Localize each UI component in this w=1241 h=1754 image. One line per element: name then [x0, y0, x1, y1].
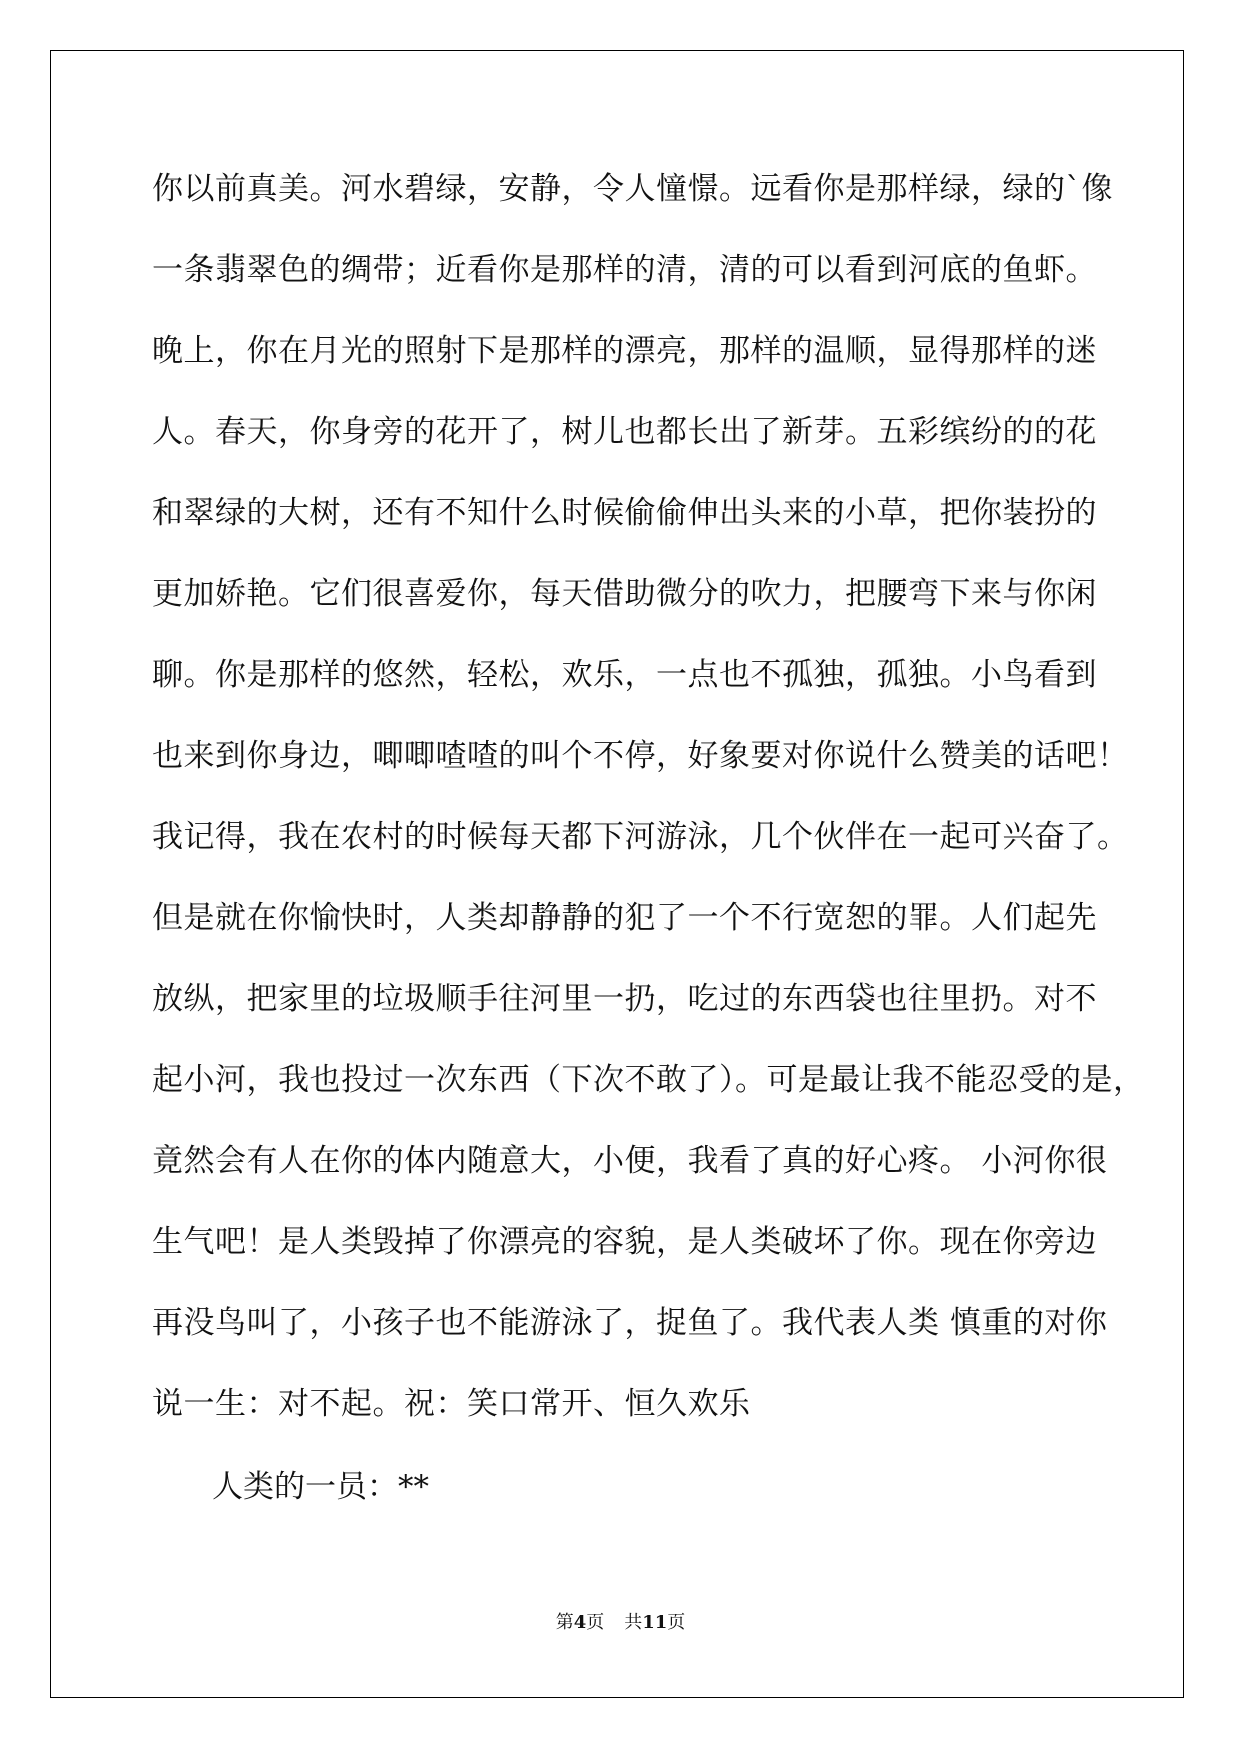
text-line-7: 聊。你是那样的悠然，轻松，欢乐，一点也不孤独，孤独。小鸟看到: [152, 657, 1097, 693]
footer-page-number: 4: [573, 1612, 587, 1633]
text-line-2: 一条翡翠色的绸带；近看你是那样的清，清的可以看到河底的鱼虾。: [152, 252, 1097, 288]
text-line-10: 但是就在你愉快时，人类却静静的犯了一个不行宽恕的罪。人们起先: [152, 900, 1097, 936]
signature-line: 人类的一员：**: [212, 1469, 429, 1505]
text-line-11: 放纵，把家里的垃圾顺手往河里一扔，吃过的东西袋也往里扔。对不: [152, 981, 1097, 1017]
footer-total-suffix: 页: [667, 1612, 686, 1633]
text-line-9: 我记得，我在农村的时候每天都下河游泳，几个伙伴在一起可兴奋了。: [152, 819, 1129, 855]
text-line-4: 人。春天，你身旁的花开了，树儿也都长出了新芽。五彩缤纷的的花: [152, 414, 1097, 450]
footer-total-prefix: 共: [624, 1612, 643, 1633]
footer-page-suffix: 页: [586, 1612, 605, 1633]
footer-page-prefix: 第: [555, 1612, 574, 1633]
text-line-1: 你以前真美。河水碧绿，安静，令人憧憬。远看你是那样绿，绿的`像: [152, 171, 1113, 207]
text-line-16: 说一生：对不起。祝：笑口常开、恒久欢乐: [152, 1386, 751, 1422]
text-line-13: 竟然会有人在你的体内随意大，小便，我看了真的好心疼。 小河你很: [152, 1143, 1108, 1179]
text-line-6: 更加娇艳。它们很喜爱你，每天借助微分的吹力，把腰弯下来与你闲: [152, 576, 1097, 612]
text-line-15: 再没鸟叫了，小孩子也不能游泳了，捉鱼了。我代表人类 慎重的对你: [152, 1305, 1108, 1341]
page-footer: [0, 1611, 1241, 1635]
text-line-5: 和翠绿的大树，还有不知什么时候偷偷伸出头来的小草，把你装扮的: [152, 495, 1097, 531]
text-line-3: 晚上，你在月光的照射下是那样的漂亮，那样的温顺，显得那样的迷: [152, 333, 1097, 369]
text-line-14: 生气吧！是人类毁掉了你漂亮的容貌，是人类破坏了你。现在你旁边: [152, 1224, 1097, 1260]
text-line-12: 起小河，我也投过一次东西（下次不敢了）。可是最让我不能忍受的是，: [152, 1062, 1145, 1098]
document-body: [152, 160, 1145, 1456]
footer-total-pages: 11: [642, 1612, 668, 1633]
text-line-8: 也来到你身边，唧唧喳喳的叫个不停，好象要对你说什么赞美的话吧！: [152, 738, 1129, 774]
